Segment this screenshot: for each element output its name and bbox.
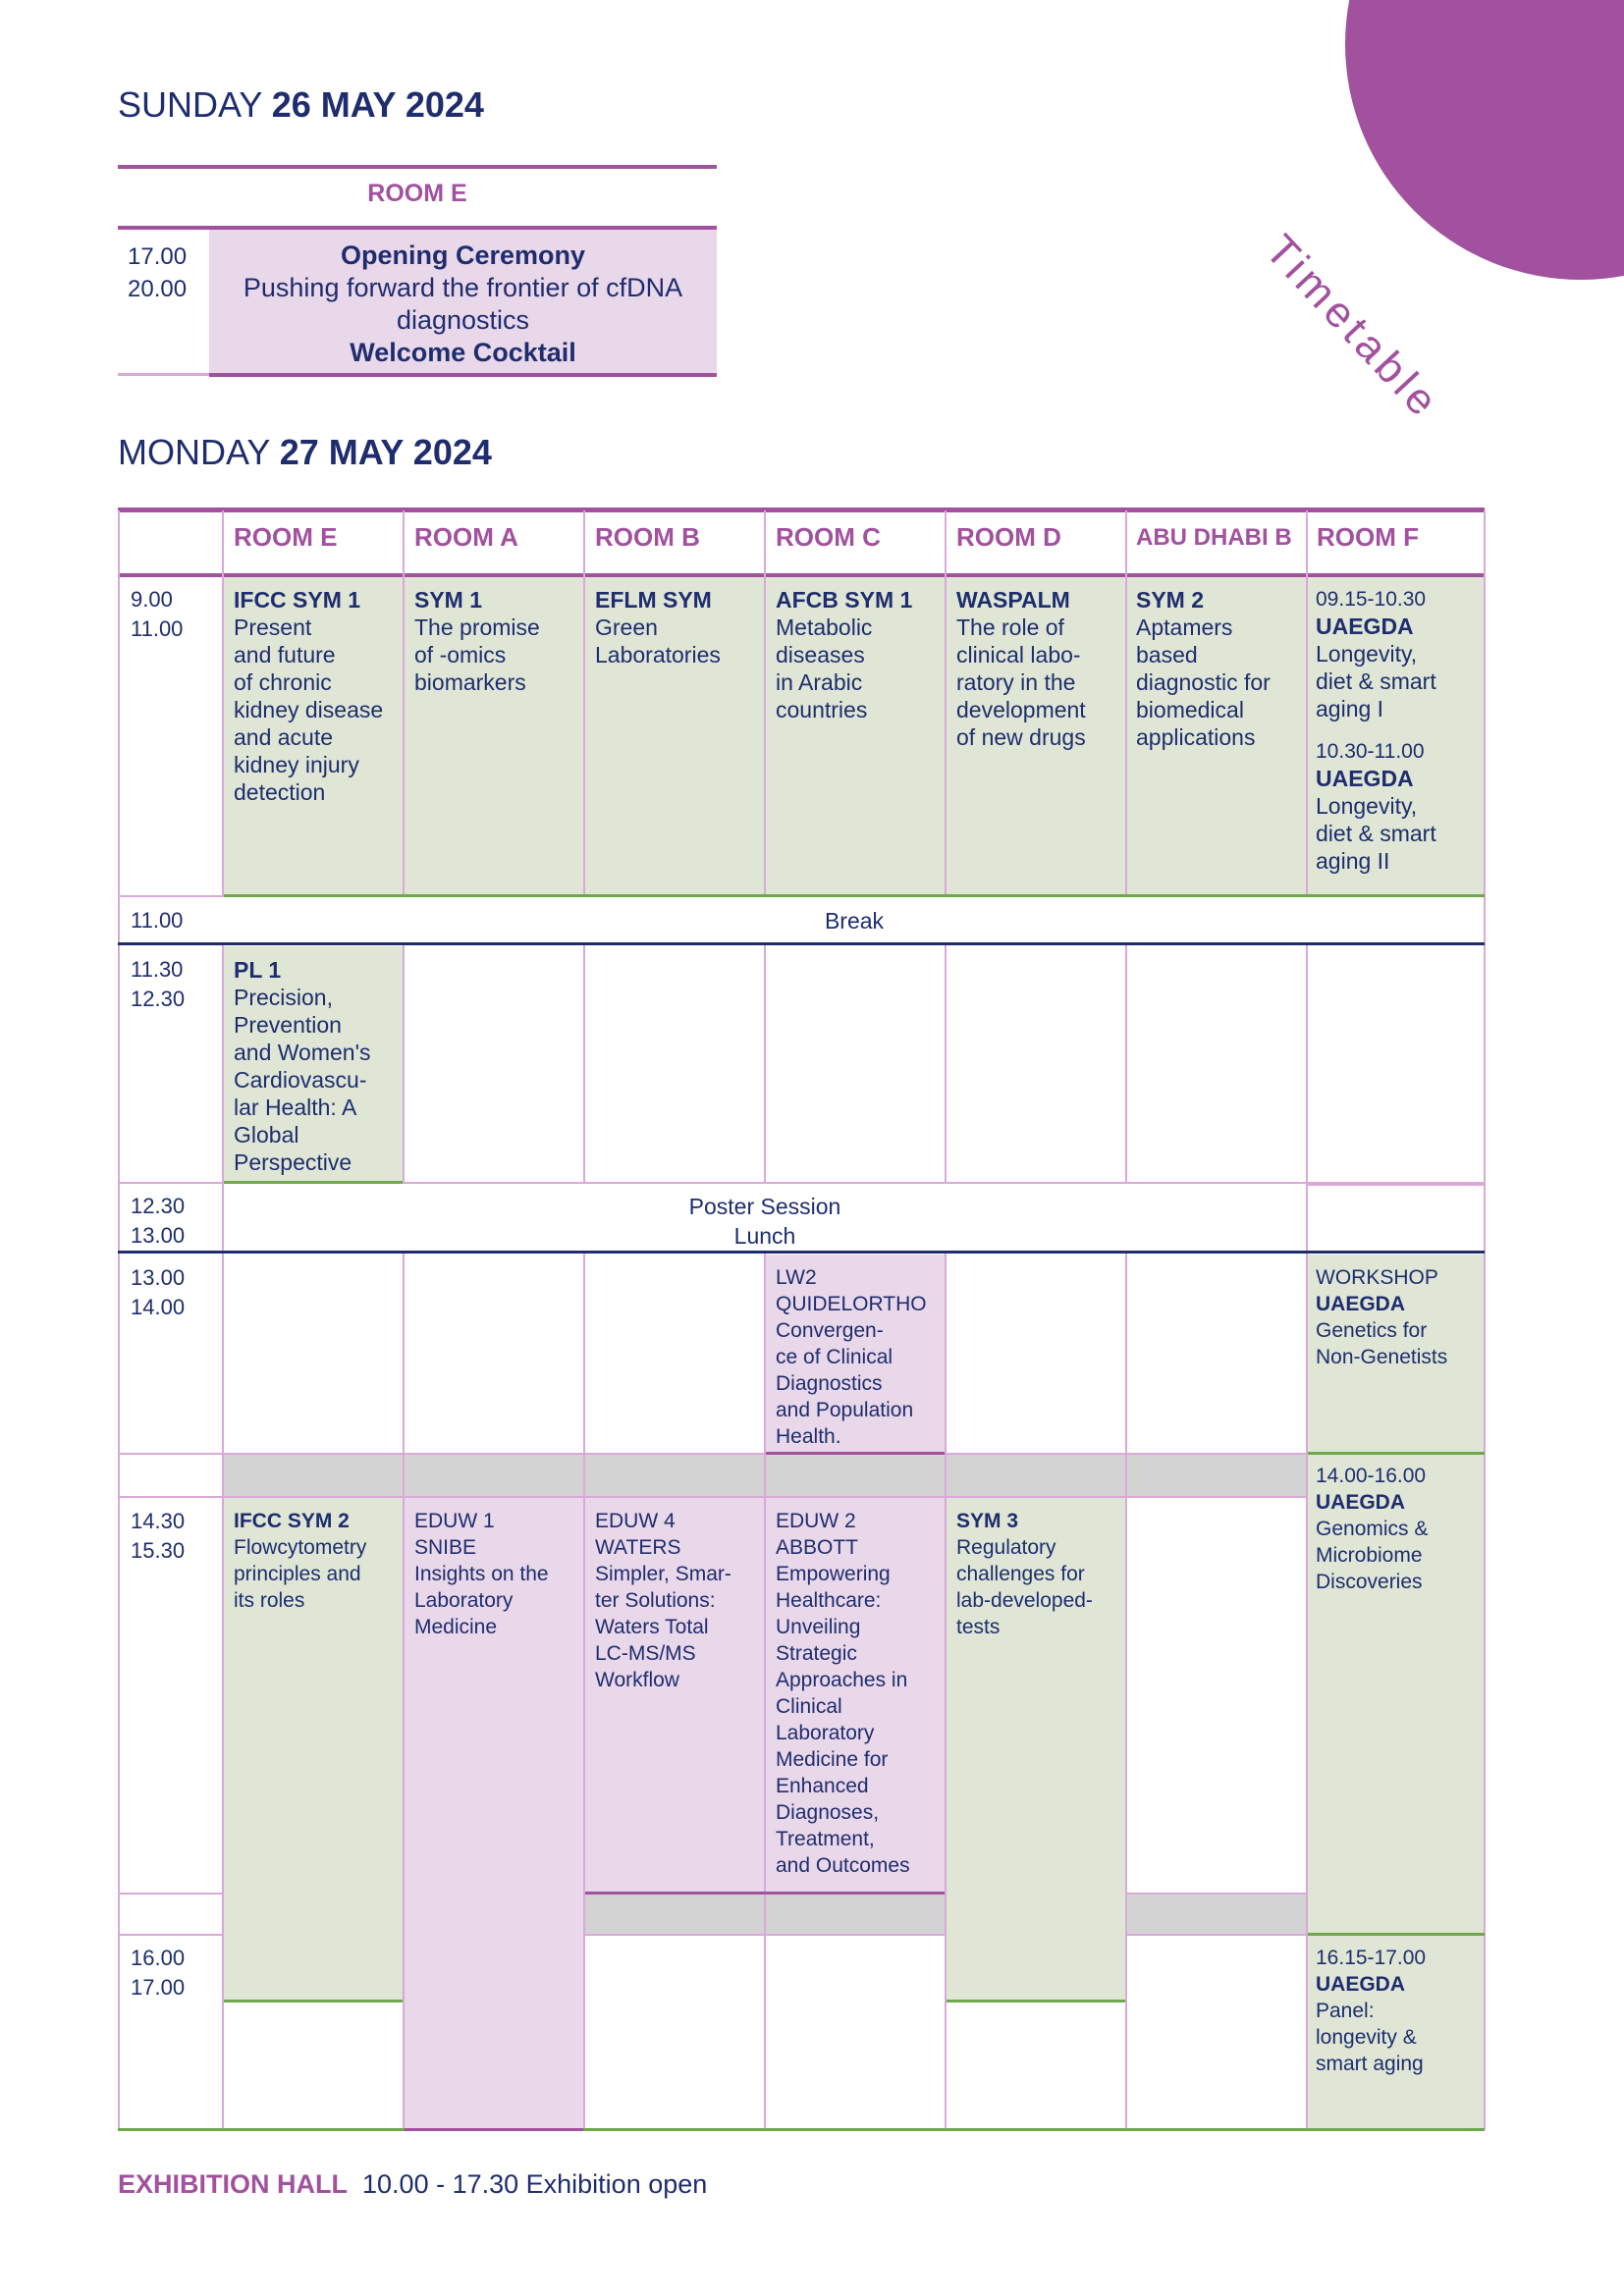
sunday-room-header: ROOM E: [367, 180, 467, 207]
table-bottom-rule-a: [405, 2128, 583, 2131]
session-line: Present: [234, 614, 312, 640]
sunday-line2: Pushing forward the frontier of cfDNA: [243, 273, 683, 302]
room-header-f: ROOM F: [1317, 522, 1419, 552]
session-line: Global: [234, 1122, 299, 1148]
sunday-time-start: 17.00: [128, 243, 188, 270]
vline-6a: [1125, 510, 1127, 895]
sunday-heading: [118, 84, 484, 126]
room-header-d: ROOM D: [956, 522, 1061, 552]
session-line: principles and: [234, 1563, 361, 1585]
session-line: Laboratory: [776, 1722, 875, 1744]
slot4-time: [131, 1507, 185, 1566]
corner-circle-decoration: [1345, 0, 1624, 280]
session-line: smart aging: [1316, 2053, 1424, 2075]
session-line: diet & smart: [1316, 668, 1436, 694]
slot2-time-start: 11.30: [131, 957, 184, 982]
session-line: Genomics &: [1316, 1518, 1429, 1540]
poster-line1: Poster Session: [688, 1194, 841, 1219]
session-f-slot4: [1316, 1463, 1428, 1595]
session-title: IFCC SYM 2: [234, 1510, 350, 1532]
session-line: The role of: [956, 614, 1064, 640]
room-header-b: ROOM B: [595, 522, 700, 552]
vline-2a: [403, 510, 405, 895]
sunday-line4: Welcome Cocktail: [350, 338, 576, 367]
session-line: Microbiome: [1316, 1544, 1423, 1567]
session-line: based: [1136, 642, 1198, 667]
session-line: diagnostic for: [1136, 669, 1271, 695]
slot2-time-end: 12.30: [131, 987, 186, 1011]
session-line: Workflow: [595, 1669, 679, 1691]
session-line: Treatment,: [776, 1828, 875, 1850]
session-line: and Outcomes: [776, 1854, 910, 1877]
session-line: and Population: [776, 1399, 914, 1421]
poster-time: [131, 1192, 185, 1251]
session-line: Empowering: [776, 1563, 891, 1585]
vline-6c: [1125, 1253, 1127, 2130]
session-time: 16.15-17.00: [1316, 1947, 1427, 1969]
hline-slot5-ad: [1127, 1934, 1306, 1936]
session-title: UAEGDA: [1316, 766, 1414, 791]
session-line: EDUW 1: [414, 1510, 495, 1532]
session-line: Healthcare:: [776, 1589, 882, 1612]
session-line: Flowcytometry: [234, 1536, 367, 1559]
session-line: Diagnoses,: [776, 1801, 880, 1824]
session-f-slot3: [1316, 1264, 1447, 1370]
session-line: Simpler, Smar-: [595, 1563, 731, 1585]
vline-6b: [1125, 944, 1127, 1182]
session-a-slot1: [414, 586, 540, 696]
purple-rule-slot3: [766, 1452, 945, 1455]
session-line: aging II: [1316, 848, 1390, 874]
monday-heading: [118, 432, 492, 473]
session-b-slot1: [595, 586, 721, 668]
sunday-bottom-rule: [209, 373, 717, 377]
purple-rule-slot4: [585, 1892, 945, 1895]
sunday-time-end: 20.00: [128, 276, 188, 302]
vline-5a: [945, 510, 947, 895]
session-line: Regulatory: [956, 1536, 1056, 1559]
green-rule-slot3: [1308, 1452, 1485, 1455]
session-line: Waters Total: [595, 1616, 709, 1638]
session-line: of -omics: [414, 642, 507, 667]
session-line: Green: [595, 614, 658, 640]
slot3-time: [131, 1263, 185, 1322]
vline-1b: [222, 944, 224, 2130]
session-line: aging I: [1316, 696, 1384, 721]
sunday-date: 26 MAY 2024: [271, 84, 484, 125]
monday-date: 27 MAY 2024: [279, 432, 492, 472]
session-e-slot4: [234, 1508, 366, 1614]
green-rule-slot4-e: [224, 2000, 403, 2002]
session-line: LW2: [776, 1266, 817, 1289]
poster-line2: Lunch: [733, 1223, 796, 1249]
session-f-slot5: [1316, 1945, 1426, 2077]
vline-0: [118, 510, 120, 2130]
hline-slot5-left: [118, 1934, 224, 1936]
session-line: biomarkers: [414, 669, 526, 695]
slot3-time-start: 13.00: [131, 1265, 186, 1290]
exhibition-footer: [118, 2169, 707, 2200]
session-line: in Arabic: [776, 669, 863, 695]
session-line: and acute: [234, 724, 334, 750]
session-line: Strategic: [776, 1642, 857, 1665]
session-line: of new drugs: [956, 724, 1086, 750]
session-line: Prevention: [234, 1012, 342, 1038]
vline-4b: [764, 944, 766, 1182]
timetable-label: Timetable: [1256, 226, 1450, 429]
gray-gap-3: [1127, 1893, 1306, 1934]
session-line: applications: [1136, 724, 1256, 750]
slot2-time: [131, 955, 185, 1014]
session-line: Longevity,: [1316, 641, 1418, 667]
session-line: WORKSHOP: [1316, 1266, 1438, 1289]
session-c-slot1: [776, 586, 912, 723]
vline-3c: [583, 1253, 585, 2130]
hline-slot1-time: [118, 895, 224, 897]
table-bottom-rule: [118, 2128, 1485, 2131]
session-title: SYM 1: [414, 587, 483, 613]
session-title: UAEGDA: [1316, 1491, 1406, 1514]
sunday-line3: diagnostics: [396, 305, 530, 335]
room-header-c: ROOM C: [776, 522, 881, 552]
slot1-time-start: 9.00: [131, 587, 173, 612]
session-line: lar Health: A: [234, 1095, 357, 1120]
poster-label: [224, 1192, 1306, 1251]
session-line: ce of Clinical: [776, 1346, 893, 1368]
session-ad-slot1: [1136, 586, 1271, 751]
session-line: kidney disease: [234, 697, 384, 722]
session-line: Enhanced: [776, 1775, 869, 1797]
session-line: Aptamers: [1136, 614, 1233, 640]
session-line: Health.: [776, 1425, 841, 1448]
session-line: SNIBE: [414, 1536, 477, 1559]
session-line: countries: [776, 697, 868, 722]
session-a-slot4: [414, 1508, 549, 1640]
session-time: 09.15-10.30: [1316, 588, 1427, 611]
monday-day: MONDAY: [118, 432, 270, 472]
session-line: Longevity,: [1316, 793, 1418, 819]
session-line: Precision,: [234, 985, 333, 1010]
session-title: UAEGDA: [1316, 1973, 1406, 1996]
slot3-time-end: 14.00: [131, 1295, 186, 1319]
session-line: its roles: [234, 1589, 305, 1612]
session-line: EDUW 4: [595, 1510, 676, 1532]
slot1-time-end: 11.00: [131, 616, 184, 641]
session-line: lab-developed-: [956, 1589, 1093, 1612]
session-line: Laboratories: [595, 642, 721, 667]
sunday-top-rule: [118, 165, 717, 169]
vline-5c: [945, 1253, 947, 2130]
session-line: challenges for: [956, 1563, 1085, 1585]
session-title: IFCC SYM 1: [234, 587, 361, 613]
break-time: 11.00: [131, 908, 184, 933]
session-title: AFCB SYM 1: [776, 587, 913, 613]
session-line: ABBOTT: [776, 1536, 859, 1559]
room-header-abudhabi: ABU DHABI B: [1136, 524, 1292, 551]
hline-gap2-left: [118, 1893, 224, 1895]
session-e-slot2: [234, 956, 370, 1176]
hline-gap1: [118, 1496, 1306, 1498]
table-header-rule: [118, 573, 1485, 577]
slot5-time: [131, 1944, 185, 2002]
session-line: EDUW 2: [776, 1510, 856, 1532]
session-line: diseases: [776, 642, 865, 667]
session-line: Cardiovascu-: [234, 1067, 367, 1093]
slot1-time: [131, 585, 183, 644]
session-c-slot4: [776, 1508, 910, 1879]
session-line: LC-MS/MS: [595, 1642, 696, 1665]
session-line: biomedical: [1136, 697, 1244, 722]
session-line: kidney injury: [234, 752, 359, 777]
session-line: Insights on the: [414, 1563, 549, 1585]
session-d-slot4: [956, 1508, 1093, 1640]
vline-poster-f: [1306, 1184, 1308, 1251]
session-line: Discoveries: [1316, 1571, 1423, 1593]
green-rule-slot4-d: [947, 2000, 1125, 2002]
room-header-e: ROOM E: [234, 522, 338, 552]
session-line: ratory in the: [956, 669, 1076, 695]
session-line: Panel:: [1316, 2000, 1375, 2022]
vline-2c: [403, 1253, 405, 2130]
navy-rule-break: [118, 942, 1485, 945]
session-line: and Women's: [234, 1040, 371, 1065]
session-line: Clinical: [776, 1695, 842, 1718]
vline-4c: [764, 1253, 766, 2130]
vline-3a: [583, 510, 585, 895]
session-line: Convergen-: [776, 1319, 884, 1342]
session-title: SYM 3: [956, 1510, 1019, 1532]
sunday-session-text: [209, 240, 717, 369]
session-line: Non-Genetists: [1316, 1346, 1448, 1368]
hline-slot5-bc: [585, 1934, 945, 1936]
poster-time-end: 13.00: [131, 1223, 186, 1248]
session-title: EFLM SYM: [595, 587, 712, 613]
session-time: 10.30-11.00: [1316, 740, 1425, 763]
session-d-slot1: [956, 586, 1086, 751]
break-label: Break: [824, 908, 885, 934]
slot5-time-start: 16.00: [131, 1946, 186, 1970]
slot4-time-start: 14.30: [131, 1509, 186, 1533]
session-line: Laboratory: [414, 1589, 514, 1612]
sunday-line1: Opening Ceremony: [340, 240, 586, 270]
slot5-time-end: 17.00: [131, 1975, 186, 2000]
slot4-time-end: 15.30: [131, 1538, 186, 1563]
hline-gap2-ad: [1127, 1893, 1306, 1895]
session-title: UAEGDA: [1316, 1293, 1406, 1315]
vline-4a: [764, 510, 766, 895]
session-b-slot4: [595, 1508, 731, 1693]
vline-2b: [403, 944, 405, 1182]
session-line: Medicine: [414, 1616, 498, 1638]
session-line: Diagnostics: [776, 1372, 883, 1395]
session-line: ter Solutions:: [595, 1589, 716, 1612]
navy-rule-poster: [118, 1251, 1485, 1254]
vline-7a: [1306, 510, 1308, 895]
session-line: Medicine for: [776, 1748, 889, 1771]
session-c-slot3: [776, 1264, 927, 1450]
poster-time-start: 12.30: [131, 1194, 186, 1218]
room-header-a: ROOM A: [414, 522, 518, 552]
sunday-day: SUNDAY: [118, 84, 262, 125]
session-line: detection: [234, 779, 326, 805]
session-title: WASPALM: [956, 587, 1070, 613]
session-line: and future: [234, 642, 336, 667]
session-line: Approaches in: [776, 1669, 908, 1691]
session-line: Perspective: [234, 1149, 352, 1175]
session-e-slot1: [234, 586, 383, 806]
session-line: QUIDELORTHO: [776, 1293, 927, 1315]
green-rule-slot4-f: [1308, 1933, 1485, 1936]
session-line: The promise: [414, 614, 540, 640]
vline-7b: [1306, 944, 1308, 2130]
session-line: diet & smart: [1316, 821, 1436, 846]
session-line: tests: [956, 1616, 1001, 1638]
session-line: of chronic: [234, 669, 332, 695]
session-title: SYM 2: [1136, 587, 1205, 613]
vline-5b: [945, 944, 947, 1182]
session-line: Metabolic: [776, 614, 873, 640]
session-title: PL 1: [234, 957, 282, 983]
sunday-time: [128, 240, 187, 305]
session-line: longevity &: [1316, 2026, 1417, 2049]
vline-3b: [583, 944, 585, 1182]
exhibition-text: 10.00 - 17.30 Exhibition open: [362, 2169, 708, 2199]
session-title: UAEGDA: [1316, 614, 1414, 639]
vline-8: [1484, 510, 1486, 2130]
session-line: clinical labo-: [956, 642, 1081, 667]
session-time: 14.00-16.00: [1316, 1465, 1427, 1487]
session-f-slot1: [1316, 586, 1436, 875]
vline-1a: [222, 510, 224, 895]
session-line: development: [956, 697, 1086, 722]
hline-poster-f: [1308, 1184, 1485, 1186]
session-line: Genetics for: [1316, 1319, 1428, 1342]
exhibition-label: EXHIBITION HALL: [118, 2169, 348, 2199]
session-line: Unveiling: [776, 1616, 861, 1638]
session-line: WATERS: [595, 1536, 681, 1559]
table-top-rule: [118, 507, 1485, 512]
